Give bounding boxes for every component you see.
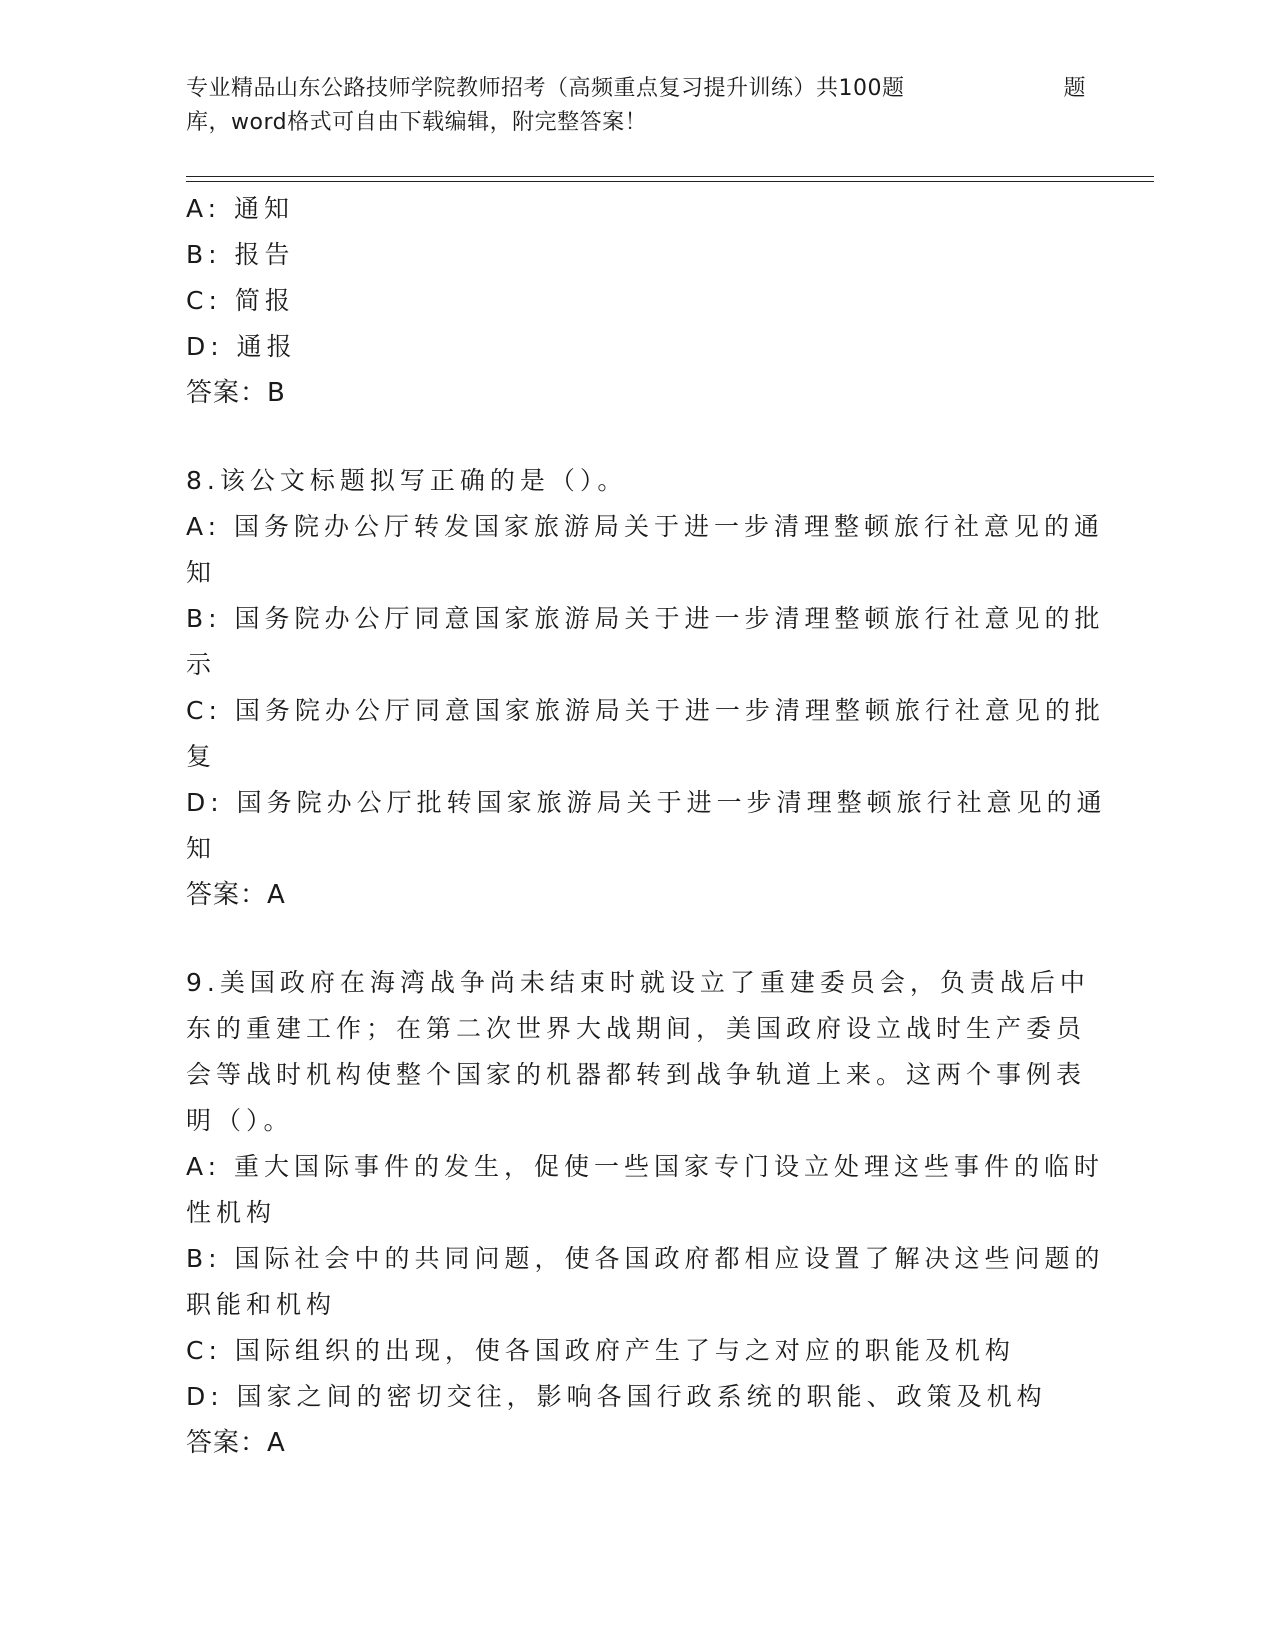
option-d: D: 国家之间的密切交往，影响各国行政系统的职能、政策及机构	[186, 1382, 1047, 1411]
answer-line: 答案：A	[186, 1428, 286, 1458]
option-a-continued: 性机构	[186, 1198, 277, 1227]
question-text-line: 明（）。	[186, 1106, 294, 1135]
document-body	[186, 186, 1107, 1466]
question-8	[186, 458, 1107, 918]
option-d: D: 国务院办公厅批转国家旅游局关于进一步清理整顿旅行社意见的通	[186, 788, 1107, 817]
answer-line: 答案：B	[186, 378, 286, 408]
option-c-continued: 复	[186, 742, 217, 771]
header-line-2: 库，word格式可自由下载编辑，附完整答案！	[186, 110, 648, 135]
header-title: 专业精品山东公路技师学院教师招考（高频重点复习提升训练）共100题	[186, 76, 905, 101]
option-b-continued: 职能和机构	[186, 1290, 337, 1319]
page-header	[186, 72, 1086, 140]
question-text-line: 9.美国政府在海湾战争尚未结束时就设立了重建委员会，负责战后中	[186, 968, 1090, 997]
option-b: B: 报告	[186, 240, 295, 269]
question-text-line: 东的重建工作；在第二次世界大战期间，美国政府设立战时生产委员	[186, 1014, 1087, 1043]
spacer	[186, 416, 1086, 458]
question-7	[186, 186, 1086, 416]
option-b-continued: 示	[186, 650, 217, 679]
option-c: C: 国际组织的出现，使各国政府产生了与之对应的职能及机构	[186, 1336, 1015, 1365]
option-a-continued: 知	[186, 558, 217, 587]
header-divider-top	[186, 176, 1154, 177]
option-a: A: 国务院办公厅转发国家旅游局关于进一步清理整顿旅行社意见的通	[186, 512, 1105, 541]
option-b: B: 国际社会中的共同问题，使各国政府都相应设置了解决这些问题的	[186, 1244, 1105, 1273]
option-a: A: 通知	[186, 194, 295, 223]
option-c: C: 简报	[186, 286, 295, 315]
option-a: A: 重大国际事件的发生，促使一些国家专门设立处理这些事件的临时	[186, 1152, 1105, 1181]
header-title-tail: 题	[1063, 76, 1086, 101]
option-d-continued: 知	[186, 834, 217, 863]
question-text: 8.该公文标题拟写正确的是（）。	[186, 466, 628, 495]
question-9	[186, 960, 1105, 1466]
header-line-1	[186, 72, 1086, 106]
answer-line: 答案：A	[186, 880, 286, 910]
option-b: B: 国务院办公厅同意国家旅游局关于进一步清理整顿旅行社意见的批	[186, 604, 1105, 633]
option-d: D: 通报	[186, 332, 297, 361]
spacer	[186, 918, 1086, 960]
option-c: C: 国务院办公厅同意国家旅游局关于进一步清理整顿旅行社意见的批	[186, 696, 1105, 725]
header-divider-bottom	[186, 181, 1154, 182]
question-text-line: 会等战时机构使整个国家的机器都转到战争轨道上来。这两个事例表	[186, 1060, 1087, 1089]
